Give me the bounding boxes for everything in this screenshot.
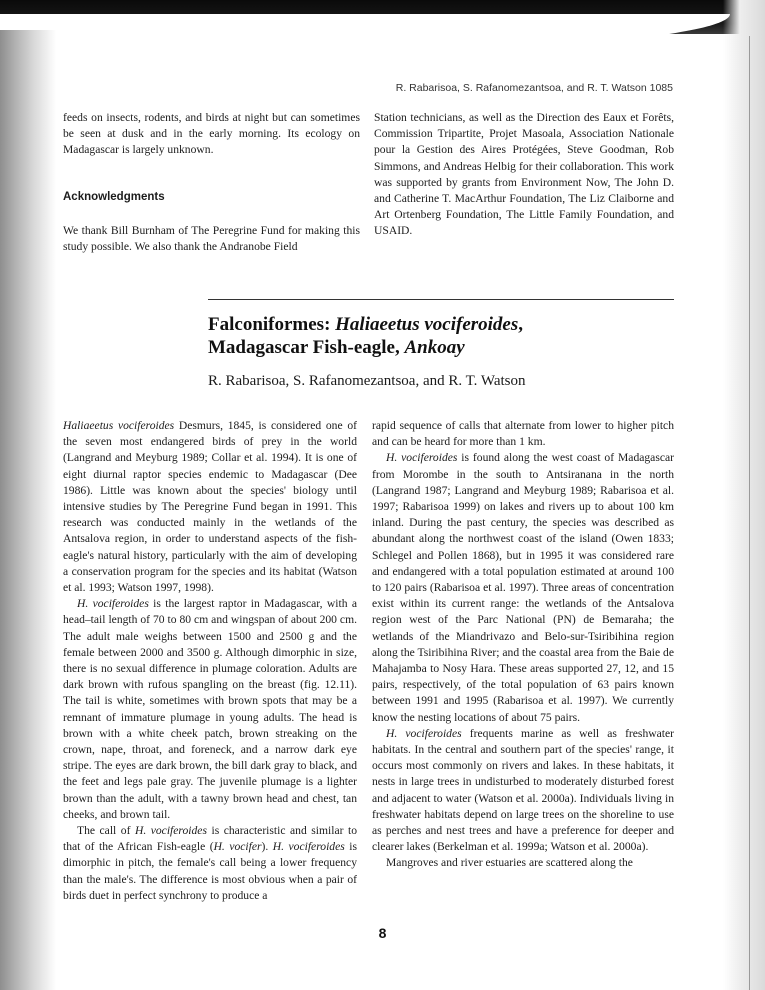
acknowledgments-text-left: We thank Bill Burnham of The Peregrine Fund for making this study possible. We also thank the Andranobe Field [63,223,360,254]
book-spine-shadow [0,30,56,990]
paragraph-4 [372,450,674,725]
p4-taxon: H. vociferoides [386,451,458,465]
section-divider [208,299,674,300]
p3-taxon-2: H. vocifer [213,840,262,854]
running-head: R. Rabarisoa, S. Rafanomezantsoa, and R. T. Watson 1085 [395,82,673,94]
page-right-edge [723,0,765,990]
p3-taxon: H. vociferoides [134,824,207,838]
page-edge-line [749,36,750,990]
p3-taxon-3: H. vociferoides [272,840,345,854]
acknowledgments-text-right: Station technicians, as well as the Direction des Eaux et Forêts, Commission Tripartite, Projet Masoala, Association Nationale pour la Gestion des Aires Protégées, Steve Goodman, Rob Simmons, and Andreas Helbig for their collaboration. This work was supported by grants from Environment Now, The John D. and Catherine T. MacArthur Foundation, The Liz Claiborne and Art Ortenberg Foundation, The Little Family Foundation, and USAID. [374,111,674,238]
body-right-column [372,418,674,872]
prev-article-right-column [374,110,674,240]
title-prefix: Falconiformes: [208,314,336,335]
p5-taxon: H. vociferoides [386,726,462,740]
body-left-column [63,418,357,904]
prev-paragraph-end: feeds on insects, rodents, and birds at night but can sometimes be seen at dusk and in the early morning. Its ecology on Madagascar is largely unknown. [63,111,360,157]
paragraph-3-continued: rapid sequence of calls that alternate from lower to higher pitch and can be heard for more than 1 km. [372,419,674,449]
title-common-name: Madagascar Fish-eagle, [208,337,405,358]
paragraph-3 [63,823,357,904]
title-separator: , [518,314,524,335]
p3-text-d: is dimorphic in pitch, the female's call being a lower frequency than the male's. The difference is most obvious when a pair of birds duet in perfect synchrony to produce a [63,840,357,902]
prev-article-left-column [63,110,360,255]
article-authors: R. Rabarisoa, S. Rafanomezantsoa, and R. T. Watson [208,373,526,389]
p1-taxon: Haliaeetus vociferoides [63,419,175,432]
p2-taxon: H. vociferoides [77,597,149,611]
paragraph-2 [63,596,357,823]
p3-text-b: is characteristic and similar to that of the African Fish-eagle ( [63,824,357,854]
p5-text: frequents marine as well as freshwater habitats. In the central and southern part of the species' range, it occurs most commonly on rivers and lakes. In these habitats, it nests in large trees in undisturbed to moderately disturbed forest and adjacent to water (Watson et al. 2000a). Individuals living in freshwater habitats depend on large trees on the shoreline to use as perches and nest trees and have a preference for deeper and clearer lakes (Berkelman et al. 1999a; Watson et al. 2000a). [372,726,674,854]
p3-text-c: ). [261,840,273,854]
p1-text: Desmurs, 1845, is considered one of the seven most endangered birds of prey in the world (Langrand and Meyburg 1989; Collar et al. 1994). It is one of eight diurnal raptor species endemic to Madagascar (Dee 1986). Little was known about the species' biology until intensive studies by The Peregrine Fund began in 1991. This research was conducted mainly in the wetlands of the Antsalova region, in order to understand aspects of the fish-eagle's natural history, particularly with the aim of developing a conservation program for the species and its habitat (Watson et al. 1993; Watson 1997, 1998). [63,419,357,595]
p3-text-a: The call of [77,824,135,838]
paragraph-6: Mangroves and river estuaries are scattered along the [386,856,633,870]
article-title [208,313,688,359]
acknowledgments-heading: Acknowledgments [63,190,165,203]
title-taxon: Haliaeetus vociferoides [335,314,519,335]
p2-text: is the largest raptor in Madagascar, with a head–tail length of 70 to 80 cm and wingspan of about 200 cm. The adult male weighs between 1500 and 2500 g and the female between 2000 and 3500 g. Although dimorphic in size, there is no sexual difference in plumage coloration. Adults are dark brown with rufous spangling on the breast (fig. 12.11). The tail is white, sometimes with brown spots that may be a remnant of immature plumage in young adults. The head is brown with a white cheek patch, brown streaking on the crown, nape, throat, and foreneck, and a narrow dark eye stripe. The eyes are dark brown, the bill dark gray to black, and the feet and legs pale gray. The juvenile plumage is a lighter brown than the adult, with a tawny brown head and chest, tan cheeks, and brown tail. [63,597,357,821]
p4-text: is found along the west coast of Madagascar from Morombe in the south to Antsiranana in the north (Langrand 1987; Langrand and Meyburg 1989; Rabarisoa et al. 1997; Rabarisoa 1999) on lakes and rivers up to about 100 km inland. During the past century, the species was described as abundant along the northwest coast of the island (Owen 1833; Schlegel and Pollen 1868), but in 1995 it was considered rare and endangered with a total population estimated at around 100 to 120 pairs (Rabarisoa et al. 1997). Three areas of concentration exist within its current range: the wetlands of the Antsalova region west of the Parc National (PN) de Bemaraha; the wetlands of the Miandrivazo and Belo-sur-Tsiribihina region along the Tsiribihina River; and the coastal area from the Baie de Mahajamba to Nosy Hara. These areas supported 27, 12, and 15 pairs, respectively, of the total population of 63 pairs known between 1991 and 1995 (Rabarisoa et al. 1997). We currently know the nesting locations of about 75 pairs. [372,451,674,724]
paragraph-1 [63,418,357,596]
page-top-edge [0,14,730,54]
page-number: 8 [378,925,387,941]
title-local-name: Ankoay [404,337,465,358]
paragraph-5 [372,726,674,856]
